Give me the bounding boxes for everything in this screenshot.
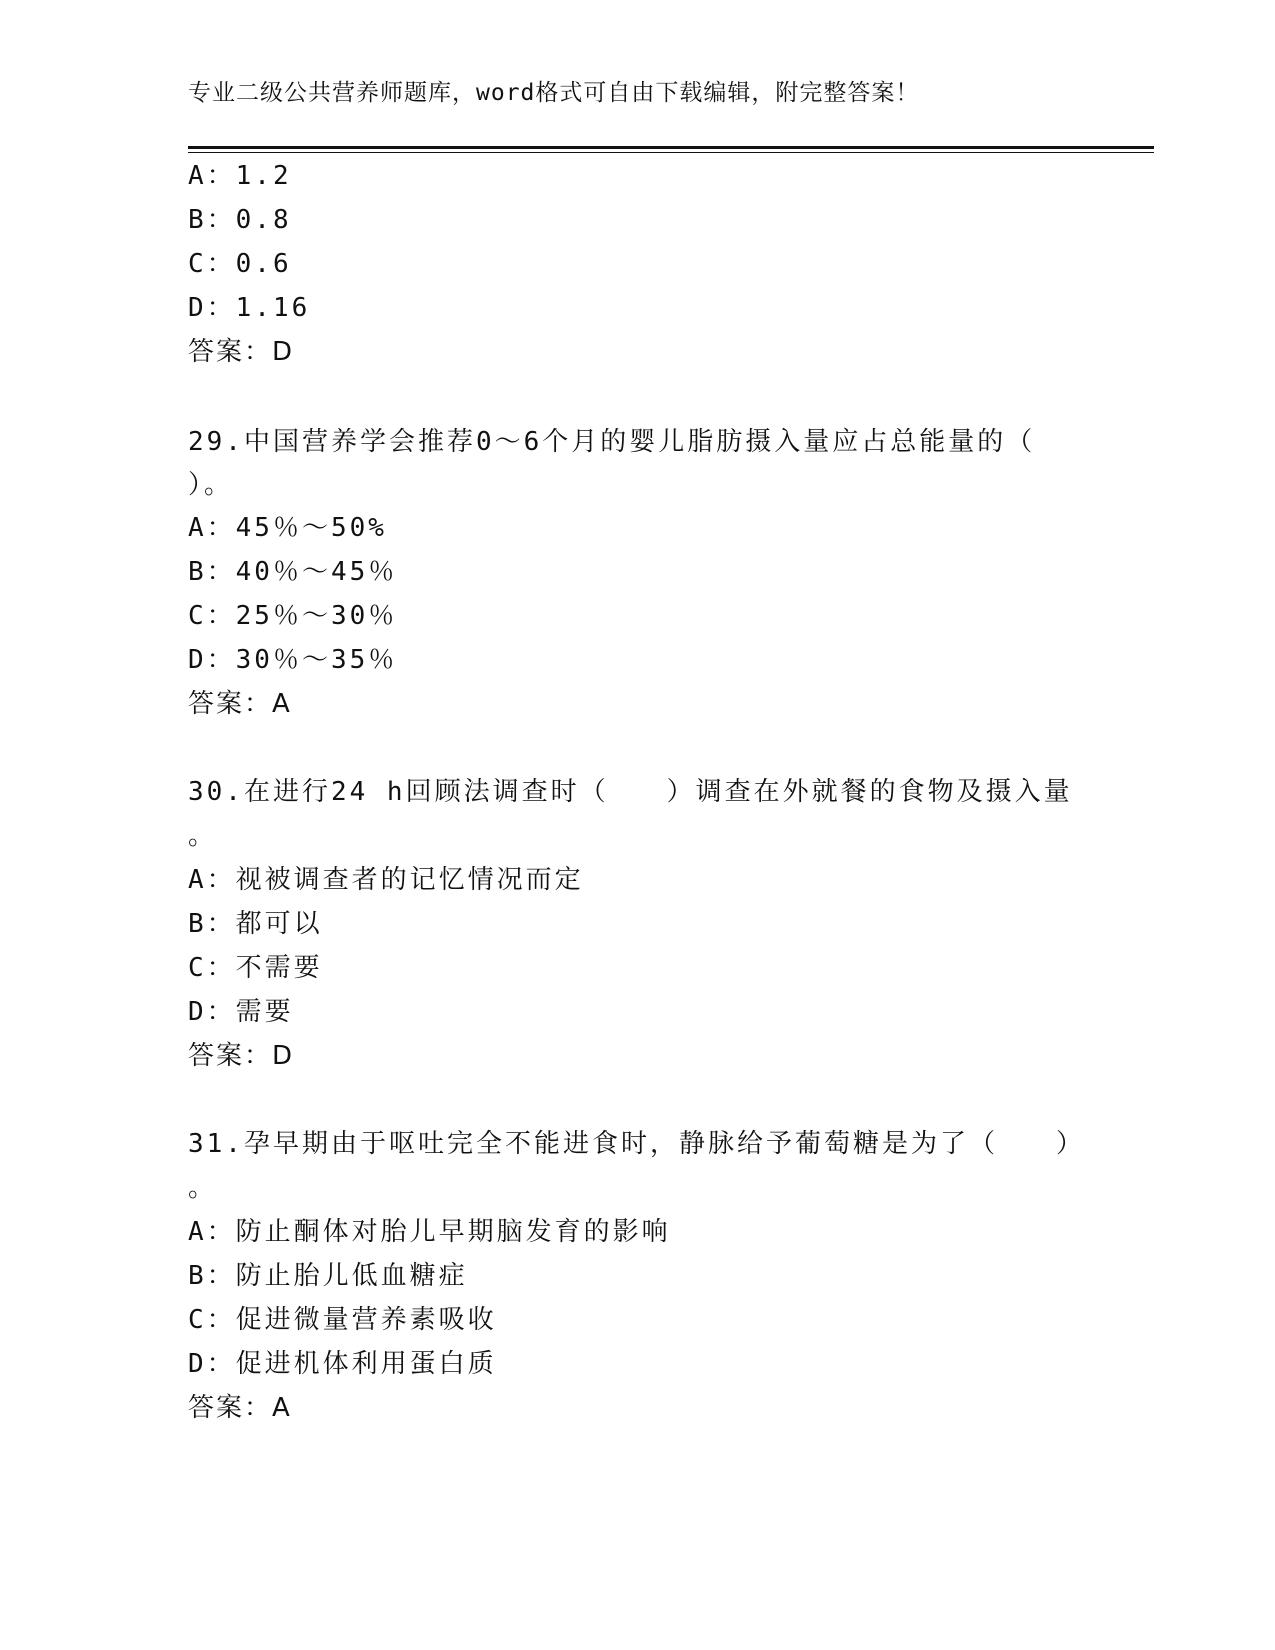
q30-option-c: C：不需要 [188,953,323,983]
q31-option-d: D：促进机体利用蛋白质 [188,1349,497,1379]
header-rule-thick [188,146,1154,149]
header-rule-thin [188,152,1154,153]
q29-stem-line2: ）。 [188,470,234,500]
q31-stem-line1: 31.孕早期由于呕吐完全不能进食时，静脉给予葡萄糖是为了（ ） [188,1129,1085,1159]
q30-option-a: A：视被调查者的记忆情况而定 [188,865,584,895]
q28-option-d: D：1.16 [188,293,311,323]
q30-option-d: D：需要 [188,997,294,1027]
q28-option-b: B：0.8 [188,205,292,235]
q29-option-b: B：40％～45％ [188,557,398,587]
q31-option-c: C：促进微量营养素吸收 [188,1305,497,1335]
q29-answer: 答案：A [188,689,292,719]
q31-option-b: B：防止胎儿低血糖症 [188,1261,468,1291]
page-header: 专业二级公共营养师题库，word格式可自由下载编辑，附完整答案！ [188,80,920,106]
q29-option-d: D：30％～35％ [188,645,398,675]
q28-option-c: C：0.6 [188,249,292,279]
q30-stem-line2: 。 [188,821,218,851]
q31-answer: 答案：A [188,1393,292,1423]
q29-option-c: C：25％～30％ [188,601,398,631]
q31-option-a: A：防止酮体对胎儿早期脑发育的影响 [188,1217,671,1247]
q30-answer: 答案：D [188,1041,295,1071]
q28-answer: 答案：D [188,337,295,367]
q31-stem-line2: 。 [188,1173,218,1203]
q30-stem-line1: 30.在进行24 h回顾法调查时（ ）调查在外就餐的食物及摄入量 [188,777,1073,807]
q28-option-a: A：1.2 [188,161,292,191]
q29-stem-line1: 29.中国营养学会推荐0～6个月的婴儿脂肪摄入量应占总能量的（ [188,427,1036,457]
q30-option-b: B：都可以 [188,909,323,939]
q29-option-a: A：45％～50% [188,513,387,543]
